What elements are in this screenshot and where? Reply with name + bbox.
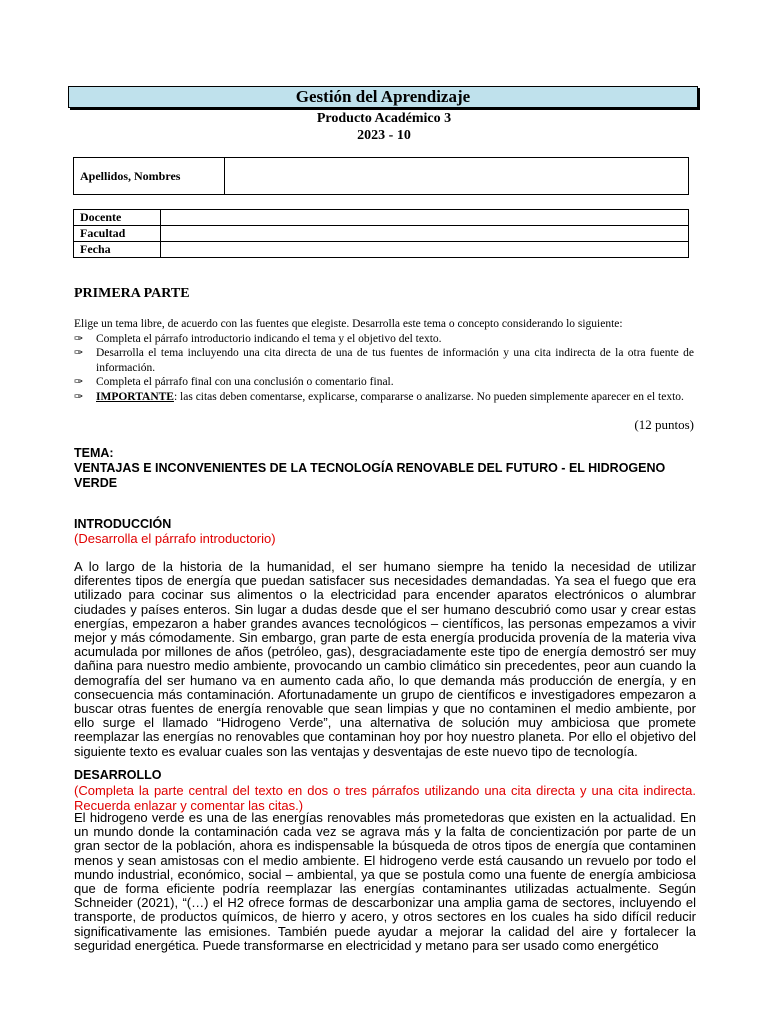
document-title: Gestión del Aprendizaje [68,86,698,108]
instruction-text: Completa el párrafo introductorio indicando el tema y el objetivo del texto. [96,332,442,345]
pencil-bullet-icon: ✑ [74,332,84,345]
instruction-item [74,346,694,375]
points-label: (12 puntos) [634,417,694,432]
pencil-bullet-icon: ✑ [74,376,84,388]
instructions-list [74,332,694,405]
student-name-label: Apellidos, Nombres [74,158,225,194]
instruction-text: Desarrolla el tema incluyendo una cita directa de una de tus fuentes de información y una cita indirecta de la otra fuente de información. [96,347,694,374]
introduccion-hint: (Desarrolla el párrafo introductorio) [74,531,276,546]
facultad-field[interactable] [161,226,688,241]
tema-title: VENTAJAS E INCONVENIENTES DE LA TECNOLOGÍA RENOVABLE DEL FUTURO - EL HIDROGENO VERDE [74,461,666,490]
facultad-label: Facultad [74,226,161,241]
important-text: : las citas deben comentarse, explicarse, compararse o analizarse. No pueden simplemente aparecer en el texto. [173,390,684,403]
desarrollo-heading: DESARROLLO [74,768,162,782]
fecha-label: Fecha [74,242,161,257]
desarrollo-hint: (Completa la parte central del texto en dos o tres párrafos utilizando una cita directa y una cita indirecta. Recuerda enlazar y comentar las citas.) [74,783,696,813]
introduccion-heading: INTRODUCCIÓN [74,517,172,531]
instructions-intro: Elige un tema libre, de acuerdo con las fuentes que elegiste. Desarrolla este tema o concepto considerando lo siguiente: [74,318,623,330]
instruction-item [74,332,694,347]
pencil-bullet-icon: ✑ [74,347,84,359]
info-row-fecha [74,242,688,257]
tema-block [74,446,696,491]
course-info-table [73,209,689,258]
info-row-docente [74,210,688,226]
pencil-bullet-icon: ✑ [74,390,84,403]
introduccion-paragraph: A lo largo de la historia de la humanidad, el ser humano siempre ha tenido la necesidad de utilizar diferentes tipos de energía que puedan satisfacer sus necesidades demandadas. Ya sea el fuego que era utilizado para cocinar sus alimentos o la electricidad para encender aparatos electrónicos o alumbrar ciudades y países enteros. Sin lugar a dudas desde que el ser humano descubrió como usar y crear estas energías, empezaron a haber grandes avances tecnológicos – científicos, las personas empezamos a vivir mejor y más cómodamente. Sin embargo, gran parte de esta energía producida provenía de la materia viva acumulada por millones de años (petróleo, gas), desgraciadamente este tipo de energía demostró ser muy dañina para nuestro medio ambiente, provocando un cambio climático sin precedentes, peor aun cuando la demografía del ser humano va en aumento cada año, lo que demanda más producción de energía, y en consecuencia más contaminación. Afortunadamente un grupo de científicos e investigadores empezaron a buscar otras fuentes de energía renovable que sean limpias y que no contaminen el medio ambiente, por ello surge el llamado “Hidrogeno Verde”, una alternativa de solución muy ambiciosa que promete reemplazar las energías no renovables que contaminan hoy por hoy nuestro planeta. Por ello el objetivo del siguiente texto es evaluar cuales son las ventajas y desventajas de este nuevo tipo de tecnología. [74,559,696,759]
desarrollo-paragraph: El hidrogeno verde es una de las energías renovables más prometedoras que existen en la actualidad. En un mundo donde la contaminación cada vez se agrava más y la falta de concientización por parte de un gran sector de la población, ahora es indispensable la búsqueda de otros tipos de energía que contaminen menos y sean amistosas con el medio ambiente. El hidrogeno verde está causando un revuelo por todo el mundo industrial, económico, social – ambiental, ya que se postula como una fuente de energía ambiciosa que de forma eficiente podría reemplazar las energías contaminantes utilizadas actualmente. Según Schneider (2021), “(…) el H2 ofrece formas de descarbonizar una amplia gama de sectores, incluyendo el transporte, de productos químicos, de hierro y acero, y otros sectores en los cuales ha sido difícil reducir significativamente las emisiones. También puede ayudar a mejorar la calidad del aire y fortalecer la seguridad energética. Puede transformarse en electricidad y metano para ser usado como energético [74,810,696,953]
docente-label: Docente [74,210,161,225]
fecha-field[interactable] [161,242,688,257]
instruction-item-important [74,390,694,405]
student-name-field[interactable] [225,158,688,194]
info-row-facultad [74,226,688,242]
instruction-text: Completa el párrafo final con una conclusión o comentario final. [96,376,394,388]
instruction-item [74,375,694,390]
primera-parte-heading: PRIMERA PARTE [74,286,190,301]
product-subtitle: Producto Académico 3 [316,111,452,126]
docente-field[interactable] [161,210,688,225]
instructions-block [74,317,694,404]
period-subtitle: 2023 - 10 [357,128,411,143]
important-label: IMPORTANTE [96,390,174,403]
tema-label: TEMA: [74,446,114,460]
student-name-table [73,157,689,195]
